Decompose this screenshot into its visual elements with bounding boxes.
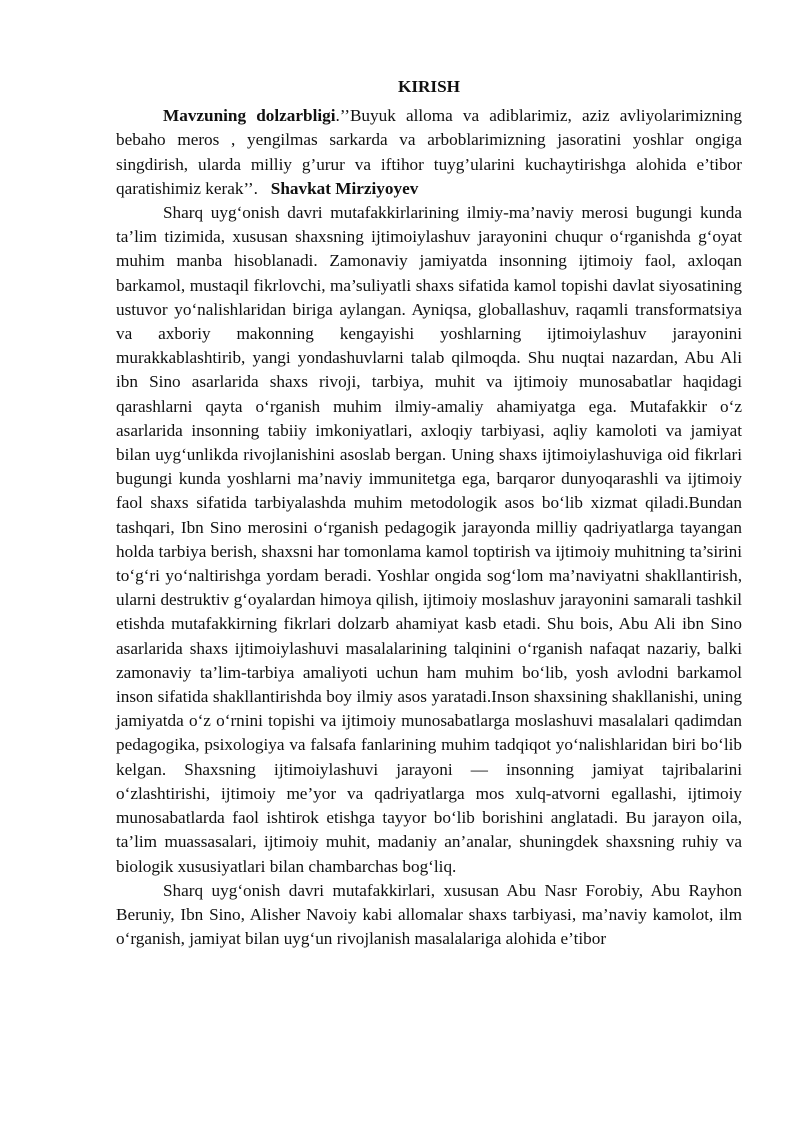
page-title: KIRISH	[397, 77, 461, 96]
quote-author: Shavkat Mirziyoyev	[270, 178, 419, 198]
body-paragraph-2: Sharq uyg‘onish davri mutafakkirlari, xususan Abu Nasr Forobiy, Abu Rayhon Beruniy, Ibn Sino, Alisher Navoiy kabi allomalar shaxs tarbiyasi, ma’naviy kamolot, ilm o‘rganish, jamiyat bilan uyg‘un rivojlanish masalalariga alohida e’tibor	[116, 880, 742, 949]
document-page	[116, 75, 742, 951]
president-quote: .’’Buyuk alloma va adiblarimiz, aziz avliyolarimizning bebaho meros , yengilmas sarkarda va arboblarimizning jasoratini yoshlar ongiga singdirish, ularda milliy g’urur va iftihor tuyg’ularini kuchaytirishga alohida e’tibor qaratishimiz kerak’’.	[116, 106, 742, 198]
relevance-heading: Mavzuning dolzarbligi	[163, 106, 336, 126]
body-paragraph-1: Sharq uyg‘onish davri mutafakkirlarining ilmiy-ma’naviy merosi bugungi kunda ta’lim tizimida, xususan shaxsning ijtimoiylashuv jarayonini chuqur o‘rganishda g‘oyat muhim manba hisoblanadi. Zamonaviy jamiyatda insonning ijtimoiy faol, axloqan barkamol, mustaqil fikrlovchi, ma’suliyatli shaxs sifatida kamol topishi davlat siyosatining ustuvor yo‘nalishlaridan biriga aylangan. Ayniqsa, globallashuv, raqamli transformatsiya va axboriy makonning kengayishi yoshlarning ijtimoiylashuv jarayonini murakkablashtirib, yangi yondashuvlarni talab qilmoqda. Shu nuqtai nazardan, Abu Ali ibn Sino asarlarida shaxs rivoji, tarbiya, muhit va ijtimoiy munosabatlar haqidagi qarashlarni qayta o‘rganish muhim ilmiy-amaliy ahamiyatga ega. Mutafakkir o‘z asarlarida insonning tabiiy imkoniyatlari, axloqiy tarbiyasi, aqliy kamoloti va jamiyat bilan uyg‘unlikda rivojlanishini asoslab bergan. Uning shaxs ijtimoiylashuviga oid fikrlari bugungi kunda yoshlarni ma’naviy immunitetga ega, barqaror dunyoqarashli va ijtimoiy faol shaxs sifatida tarbiyalashda muhim metodologik asos bo‘lib xizmat qiladi.Bundan tashqari, Ibn Sino merosini o‘rganish pedagogik jarayonda milliy qadriyatlarga tayangan holda tarbiya berish, shaxsni har tomonlama kamol toptirish va ijtimoiy muhitning ta’sirini to‘g‘ri yo‘naltirishga yordam beradi. Yoshlar ongida sog‘lom ma’naviyatni shakllantirish, ularni destruktiv g‘oyalardan himoya qilish, ijtimoiy moslashuv jarayonini samarali tashkil etishda mutafakkirning fikrlari dolzarb ahamiyat kasb etadi. Shu bois, Abu Ali ibn Sino asarlarida shaxs ijtimoiylashuvi masalalarining talqinini o‘rganish nafaqat nazariy, balki zamonaviy ta’lim-tarbiya amaliyoti uchun ham muhim bo‘lib, yosh avlodni barkamol inson sifatida shakllantirishda boy ilmiy asos yaratadi.Inson shaxsining shakllanishi, uning jamiyatda o‘z o‘rnini topishi va ijtimoiy munosabatlarga moslashuvi masalalari qadimdan pedagogika, psixologiya va falsafa fanlarining muhim tadqiqot yo‘nalishlaridan biri bo‘lib kelgan. Shaxsning ijtimoiylashuvi jarayoni — insonning jamiyat tajribalarini o‘zlashtirishi, ijtimoiy me’yor va qadriyatlarga mos xulq-atvorni egallashi, ijtimoiy munosabatlarda faol ishtirok etishga tayyor bo‘lib borishini anglatadi. Bu jarayon oila, ta’lim muassasalari, ijtimoiy muhit, madaniy an’analar, shuningdek shaxsning ruhiy va biologik xususiyatlari bilan chambarchas bog‘liq.	[116, 203, 742, 876]
intro-paragraph	[116, 104, 742, 201]
